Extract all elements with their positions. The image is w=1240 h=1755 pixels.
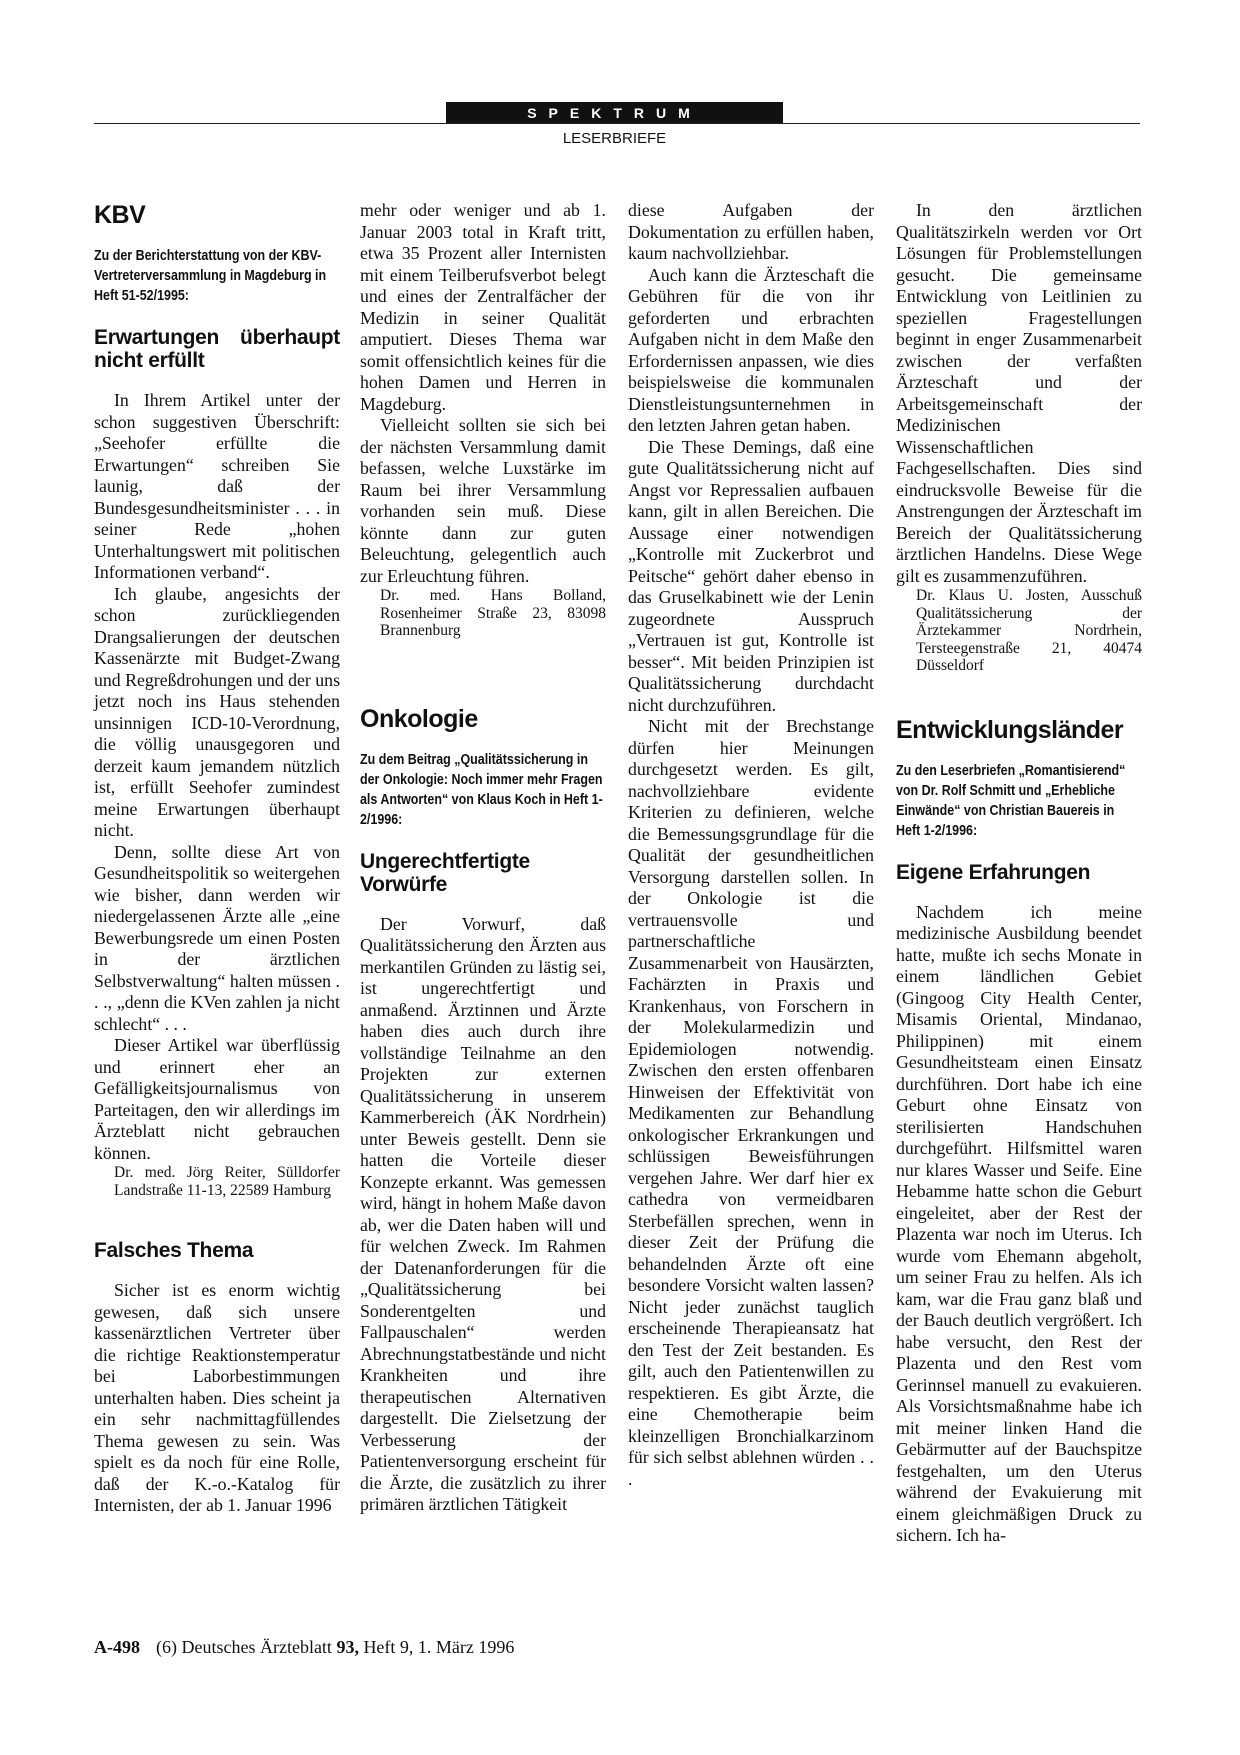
column-3 [628,200,874,1490]
paragraph: Auch kann die Ärzteschaft die Gebühren für die von ihr geforderten und erbrachten Aufgaben nicht in dem Maße den Erfordernissen anpassen, wie dies beispielsweise die kommunalen Dienstleistungsunternehmen in den letzten Jahren getan haben. [628,264,874,435]
letter-title: Eigene Erfahrungen [896,860,1091,884]
reference-note: Zu dem Beitrag „Qualitätssicherung in der Onkologie: Noch immer mehr Fragen als Antworten“ von Klaus Koch in Heft 1-2/1996: [360,751,603,828]
spacer [360,640,606,704]
letter-title: Falsches Thema [94,1239,254,1262]
paragraph: mehr oder weniger und ab 1. Januar 2003 total in Kraft tritt, etwa 35 Prozent aller Internisten mit einem Teilberufsverbot belegt und eines der Zentralfächer der Medizin in seiner Qualität amputiert. Dieses Thema war somit offensichtlich keines für die hohen Damen und Herren in Magdeburg. [360,200,606,414]
journal-issue: Heft 9, 1. März 1996 [358,1637,515,1657]
reference-note: Zu den Leserbriefen „Romantisierend“ von Dr. Rolf Schmitt und „Erhebliche Einwände“ von Christian Bauereis in Heft 1-2/1996: [896,762,1126,839]
paragraph: Sicher ist es enorm wichtig gewesen, daß sich unsere kassenärztlichen Vertreter über die richtige Reaktionstemperatur bei Laborbestimmungen unterhalten haben. Dies scheint ja ein sehr nachmittagfüllendes Thema gewesen zu sein. Was spielt es da noch für eine Rolle, daß der K.-o.-Katalog für Internisten, der ab 1. Januar 1996 [94,1280,340,1515]
paragraph: In Ihrem Artikel unter der schon suggestiven Überschrift: „Seehofer erfüllte die Erwartungen“ schreiben Sie launig, daß der Bundesgesundheitsminister . . . in seiner Rede „hohen Unterhaltungswert mit politischen Informationen verband“. [94,390,340,582]
reference-note: Zu der Berichterstattung von der KBV-Vertreterversammlung in Magdeburg in Heft 51-52/1995: [94,248,327,304]
column-1 [94,200,340,1517]
paragraph: Dieser Artikel war überflüssig und erinnert eher an Gefälligkeitsjournalismus von Parteitagen, den wir allerdings im Ärzteblatt nicht gebrauchen können. [94,1035,340,1163]
letter-title: Ungerechtfertigte Vorwürfe [360,849,530,896]
page-number: A-498 [94,1637,140,1657]
paragraph: Die These Demings, daß eine gute Qualitätssicherung nicht auf Angst vor Repressalien aufbauen kann, gilt in allen Bereichen. Die Aussage einer notwendigen „Kontrolle mit Zuckerbrot und Peitsche“ gehört daher ebenso in das Gruselkabinett wie der Lenin zugeordnete Ausspruch „Vertrauen ist gut, Kontrolle ist besser“. Mit beiden Prinzipien ist Qualitätssicherung durchdacht nicht durchzuführen. [628,436,874,715]
section-banner: SPEKTRUM [446,102,783,124]
paragraph: Ich glaube, angesichts der schon zurückliegenden Drangsalierungen der deutschen Kassenärzte mit Budget-Zwang und Regreßdrohungen und der uns jetzt noch ins Haus stehenden unsinnigen ICD-10-Verordnung, die völlig unausgegoren und derzeit kaum jemandem nützlich ist, erfüllt Seehofer zumindest meine Erwartungen überhaupt nicht. [94,583,340,840]
letter-signature: Dr. med. Hans Bolland, Rosenheimer Straße 23, 83098 Brannenburg [380,587,606,639]
paragraph: Vielleicht sollten sie sich bei der nächsten Versammlung damit befassen, welche Luxstärke im Raum bei ihrer Versammlung vorhanden sein muß. Diese könnte dann zur guten Beleuchtung, gelegentlich auch zur Erleuchtung führen. [360,415,606,586]
letter-signature: Dr. Klaus U. Josten, Ausschuß Qualitätssicherung der Ärztekammer Nordrhein, Tersteegenstraße 21, 40474 Düsseldorf [916,587,1142,674]
header-rule [94,123,1140,124]
spacer [896,675,1142,715]
paragraph: Denn, sollte diese Art von Gesundheitspolitik so weitergehen wie bisher, dann werden wir niedergelassenen Ärzte alle „eine Bewerbungsrede um einen Posten in der ärztlichen Selbstverwaltung“ halten müssen . . ., „denn die KVen zahlen ja nicht schlecht“ . . . [94,841,340,1034]
page-footer [94,1637,514,1658]
section-title-entwicklungslaender: Entwicklungsländer [896,715,1124,744]
section-subtitle: LESERBRIEFE [562,130,667,147]
paragraph: Der Vorwurf, daß Qualitätssicherung den Ärzten aus merkantilen Gründen zu lästig sei, ist ungerechtfertigt und anmaßend. Ärztinnen und Ärzte haben dies auch durch ihre vollständige Teilnahme an den Projekten zur externen Qualitätssicherung in unserem Kammerbereich (ÄK Nordrhein) unter Beweis gestellt. Denn sie hatten die Vorteile dieser Konzepte erkannt. Was gemessen wird, hängt in hohem Maße davon ab, wer die Daten haben will und für welchen Zweck. Im Rahmen der Datenanforderungen für die „Qualitätssicherung bei Sonderentgelten und Fallpauschalen“ werden Abrechnungstatbestände und nicht Krankheiten und ihre therapeutischen Alternativen dargestellt. Die Zielsetzung der Verbesserung der Patientenversorgung erscheint für die Ärzte, die zusätzlich zu ihrer primären ärztlichen Tätigkeit [360,913,606,1514]
section-title-kbv: KBV [94,201,146,229]
letter-title: Erwartungen überhaupt nicht erfüllt [94,326,340,372]
journal-volume: 93, [336,1637,359,1657]
spacer [94,1199,340,1239]
paragraph: In den ärztlichen Qualitätszirkeln werden vor Ort Lösungen für Problemstellungen gesucht. Die gemeinsame Entwicklung von Leitlinien zu speziellen Fragestellungen beginnt in enger Zusammenarbeit zwischen der verfaßten Ärzteschaft und der Arbeitsgemeinschaft der Medizinischen Wissenschaftlichen Fachgesellschaften. Dies sind eindrucksvolle Beweise für die Anstrengungen der Ärzteschaft im Bereich der Qualitätssicherung ärztlichen Handelns. Diese Wege gilt es zusammenzuführen. [896,200,1142,586]
column-2 [360,200,606,1516]
section-title-onkologie: Onkologie [360,704,478,733]
column-4 [896,200,1142,1547]
journal-citation: (6) Deutsches Ärzteblatt [156,1637,337,1657]
letter-signature: Dr. med. Jörg Reiter, Sülldorfer Landstraße 11-13, 22589 Hamburg [114,1164,340,1199]
paragraph: diese Aufgaben der Dokumentation zu erfüllen haben, kaum nachvollziehbar. [628,200,874,263]
paragraph: Nicht mit der Brechstange dürfen hier Meinungen durchgesetzt werden. Es gilt, nachvollziehbare evidente Kriterien zu definieren, welche die Bemessungsgrundlage für die Qualität der gesundheitlichen Versorgung darstellen sollen. In der Onkologie ist die vertrauensvolle und partnerschaftliche Zusammenarbeit von Hausärzten, Fachärzten in Praxis und Krankenhaus, von Forschern in der Molekularmedizin und Epidemiologen notwendig. Zwischen den ersten offenbaren Hinweisen der Effektivität von Medikamenten zur Behandlung onkologischer Erkrankungen und schlüssigen Beweisführungen vergehen Jahre. Wer darf hier ex cathedra von vermeidbaren Sterbefällen sprechen, wenn in dieser Zeit der Prüfung die behandelnden Ärzte oft eine besondere Vorsicht walten lassen? Nicht jeder zunächst tauglich erscheinende Therapieansatz hat den Test der Zeit bestanden. Es gilt, auch den Patientenwillen zu respektieren. Es gibt Ärzte, die eine Chemotherapie beim kleinzelligen Bronchialkarzinom für sich selbst ablehnen würden . . . [628,716,874,1489]
paragraph: Nachdem ich meine medizinische Ausbildung beendet hatte, mußte ich sechs Monate in einem ländlichen Gebiet (Gingoog City Health Center, Misamis Oriental, Mindanao, Philippinen) mit einem Gesundheitsteam einen Einsatz durchführen. Dort habe ich eine Geburt ohne Einsatz von sterilisierten Handschuhen durchgeführt. Hilfsmittel waren nur klares Wasser und Seife. Eine Hebamme hatte schon die Geburt eingeleitet, aber der Rest der Plazenta war noch im Uterus. Ich wurde vom Ehemann abgeholt, um seiner Frau zu helfen. Als ich kam, war die Frau ganz blaß und der Bauch deutlich vergrößert. Ich habe versucht, den Rest der Plazenta und den Rest vom Gerinnsel manuell zu evakuieren. Als Vorsichtsmaßnahme habe ich mit meiner linken Hand die Gebärmutter auf der Bauchspitze festgehalten, um den Uterus während der Evakuierung mit einem gleichmäßigen Druck zu sichern. Ich ha- [896,901,1142,1545]
